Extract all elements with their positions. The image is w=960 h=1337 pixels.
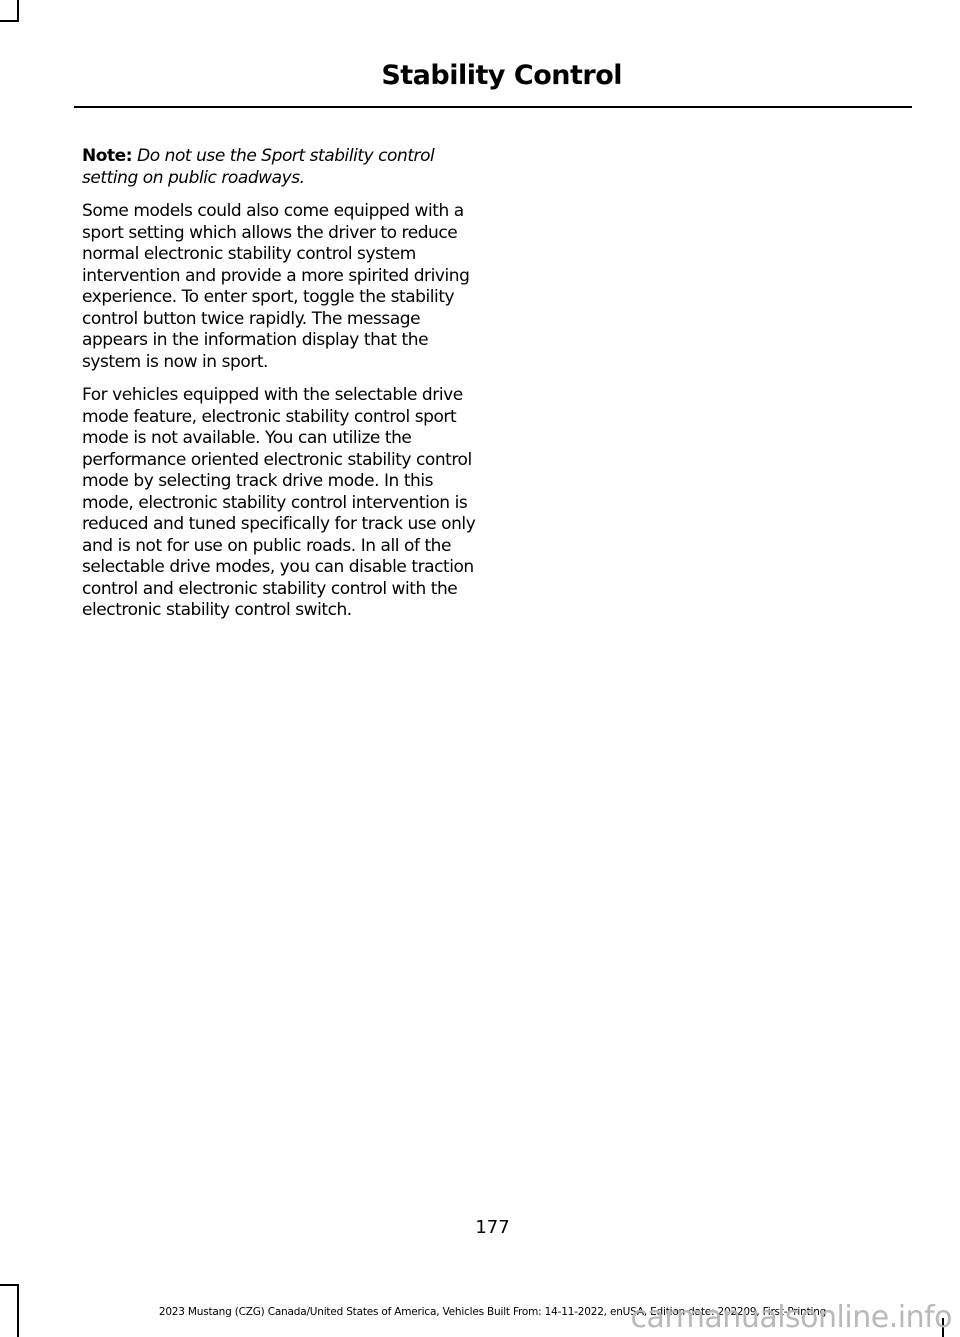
note-paragraph xyxy=(82,146,478,189)
drive-mode-paragraph: For vehicles equipped with the selectable drive mode feature, electronic stability control sport mode is not available. You can utilize the performance oriented electronic stability control mode by selecting track drive mode. In this mode, electronic stability control intervention is reduced and tuned specifically for track use only and is not for use on public roads. In all of the selectable drive modes, you can disable traction control and electronic stability control with the electronic stability control switch. xyxy=(82,385,476,620)
main-content xyxy=(82,146,478,634)
watermark-text: carmanualsonline.info xyxy=(630,1300,952,1335)
note-text: Do not use the Sport stability control setting on public roadways. xyxy=(82,146,435,188)
page-title: Stability Control xyxy=(381,60,622,91)
crop-mark-bottom-left-horizontal xyxy=(0,1284,19,1286)
edition-footer: 2023 Mustang (CZG) Canada/United States of America, Vehicles Built From: 14-11-2022, enUSA, Edition date: 202209, First-Printing xyxy=(158,1306,827,1318)
note-label: Note: xyxy=(82,146,133,166)
page-number: 177 xyxy=(475,1217,510,1238)
crop-mark-top-left-horizontal xyxy=(0,20,19,22)
sport-setting-paragraph: Some models could also come equipped with a sport setting which allows the driver to reduce normal electronic stability control system intervention and provide a more spirited driving experience. To enter sport, toggle the stability control button twice rapidly. The message appears in the information display that the system is now in sport. xyxy=(82,201,470,372)
page-header xyxy=(74,58,912,108)
crop-mark-top-left-vertical xyxy=(17,0,19,22)
